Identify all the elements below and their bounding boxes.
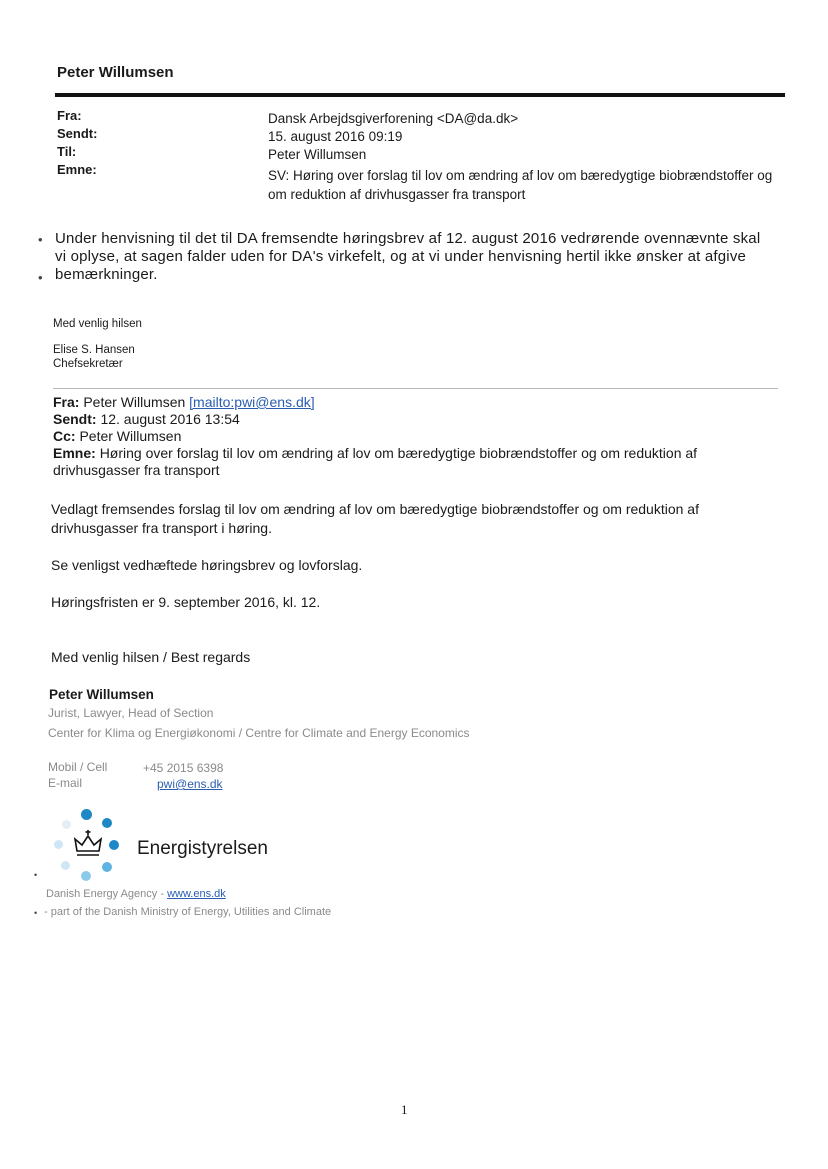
margin-mark: •	[38, 232, 43, 247]
page-number: 1	[401, 1102, 408, 1117]
forwarded-paragraph: Se venligst vedhæftede høringsbrev og lovforslag.	[51, 557, 363, 573]
forwarded-from-label: Fra:	[53, 394, 80, 410]
logo-wordmark: Energistyrelsen	[137, 838, 268, 859]
email-link[interactable]: pwi@ens.dk	[157, 777, 223, 791]
forwarded-cc-line	[53, 428, 743, 445]
logo-dot	[62, 820, 71, 829]
mobile-value: +45 2015 6398	[143, 761, 224, 775]
ministry-line: - part of the Danish Ministry of Energy, Utilities and Climate	[44, 906, 332, 918]
forwarded-sent-line	[53, 411, 743, 428]
forwarded-cc-value: Peter Willumsen	[79, 428, 182, 444]
forwarded-from-name: Peter Willumsen	[83, 394, 186, 410]
signature-title: Jurist, Lawyer, Head of Section	[48, 706, 214, 720]
forwarded-header	[53, 394, 743, 479]
logo-dot	[102, 862, 112, 872]
logo-dot	[81, 871, 91, 881]
forwarded-subject-line	[53, 445, 743, 479]
reply-body: Under henvisning til det til DA fremsendte høringsbrev af 12. august 2016 vedrørende ovennævnte skal vi oplyse, at sagen falder uden for DA's virkefelt, og at vi under henvisning hertil ikke ønsker at afgive bemærkninger.	[55, 230, 761, 283]
forwarded-greeting: Med venlig hilsen / Best regards	[51, 649, 251, 665]
to-value: Peter Willumsen	[268, 147, 367, 162]
reply-signer-title: Chefsekretær	[53, 358, 123, 370]
email-label: E-mail	[48, 776, 83, 790]
margin-mark: •	[38, 270, 43, 285]
forwarded-subject-value: Høring over forslag til lov om ændring af lov om bæredygtige biobrændstoffer og om reduktion af drivhusgasser fra transport	[53, 445, 698, 478]
reply-greeting: Med venlig hilsen	[53, 318, 142, 330]
forwarded-paragraph: Vedlagt fremsendes forslag til lov om ændring af lov om bæredygtige biobrændstoffer og om reduktion af drivhusgasser fra transport i høring.	[51, 501, 699, 536]
agency-name: Danish Energy Agency -	[46, 888, 168, 900]
header-divider	[55, 93, 785, 97]
subject-value: SV: Høring over forslag til lov om ændring af lov om bæredygtige biobrændstoffer og om reduktion af drivhusgasser fra transport	[268, 168, 773, 202]
sent-label: Sendt:	[57, 126, 98, 141]
sent-value: 15. august 2016 09:19	[268, 129, 403, 144]
logo-dot	[54, 840, 63, 849]
forwarded-sent-label: Sendt:	[53, 411, 97, 427]
forwarded-from-link[interactable]: [mailto:pwi@ens.dk]	[189, 394, 315, 410]
forwarded-paragraph: Høringsfristen er 9. september 2016, kl. 12.	[51, 594, 321, 610]
margin-mark: •	[34, 870, 38, 880]
margin-mark: •	[34, 908, 38, 918]
to-label: Til:	[57, 144, 77, 159]
agency-line	[46, 888, 226, 900]
forwarded-subject-label: Emne:	[53, 445, 96, 461]
energistyrelsen-logo	[50, 805, 128, 883]
logo-dot	[61, 861, 70, 870]
forwarded-sent-value: 12. august 2016 13:54	[100, 411, 240, 427]
logo-dot	[81, 809, 92, 820]
mobile-label: Mobil / Cell	[48, 760, 108, 774]
signature-department: Center for Klima og Energiøkonomi / Centre for Climate and Energy Economics	[48, 726, 470, 740]
from-value: Dansk Arbejdsgiverforening <DA@da.dk>	[268, 111, 519, 126]
from-label: Fra:	[57, 108, 82, 123]
forwarded-cc-label: Cc:	[53, 428, 76, 444]
mailbox-owner: Peter Willumsen	[57, 64, 174, 81]
agency-website-link[interactable]: www.ens.dk	[167, 888, 226, 900]
forward-divider	[53, 388, 778, 389]
reply-signer-name: Elise S. Hansen	[53, 344, 135, 356]
subject-label: Emne:	[57, 162, 97, 177]
signature-name: Peter Willumsen	[49, 687, 154, 702]
forwarded-from-line	[53, 394, 743, 411]
crown-icon	[71, 827, 105, 861]
logo-dot	[109, 840, 119, 850]
